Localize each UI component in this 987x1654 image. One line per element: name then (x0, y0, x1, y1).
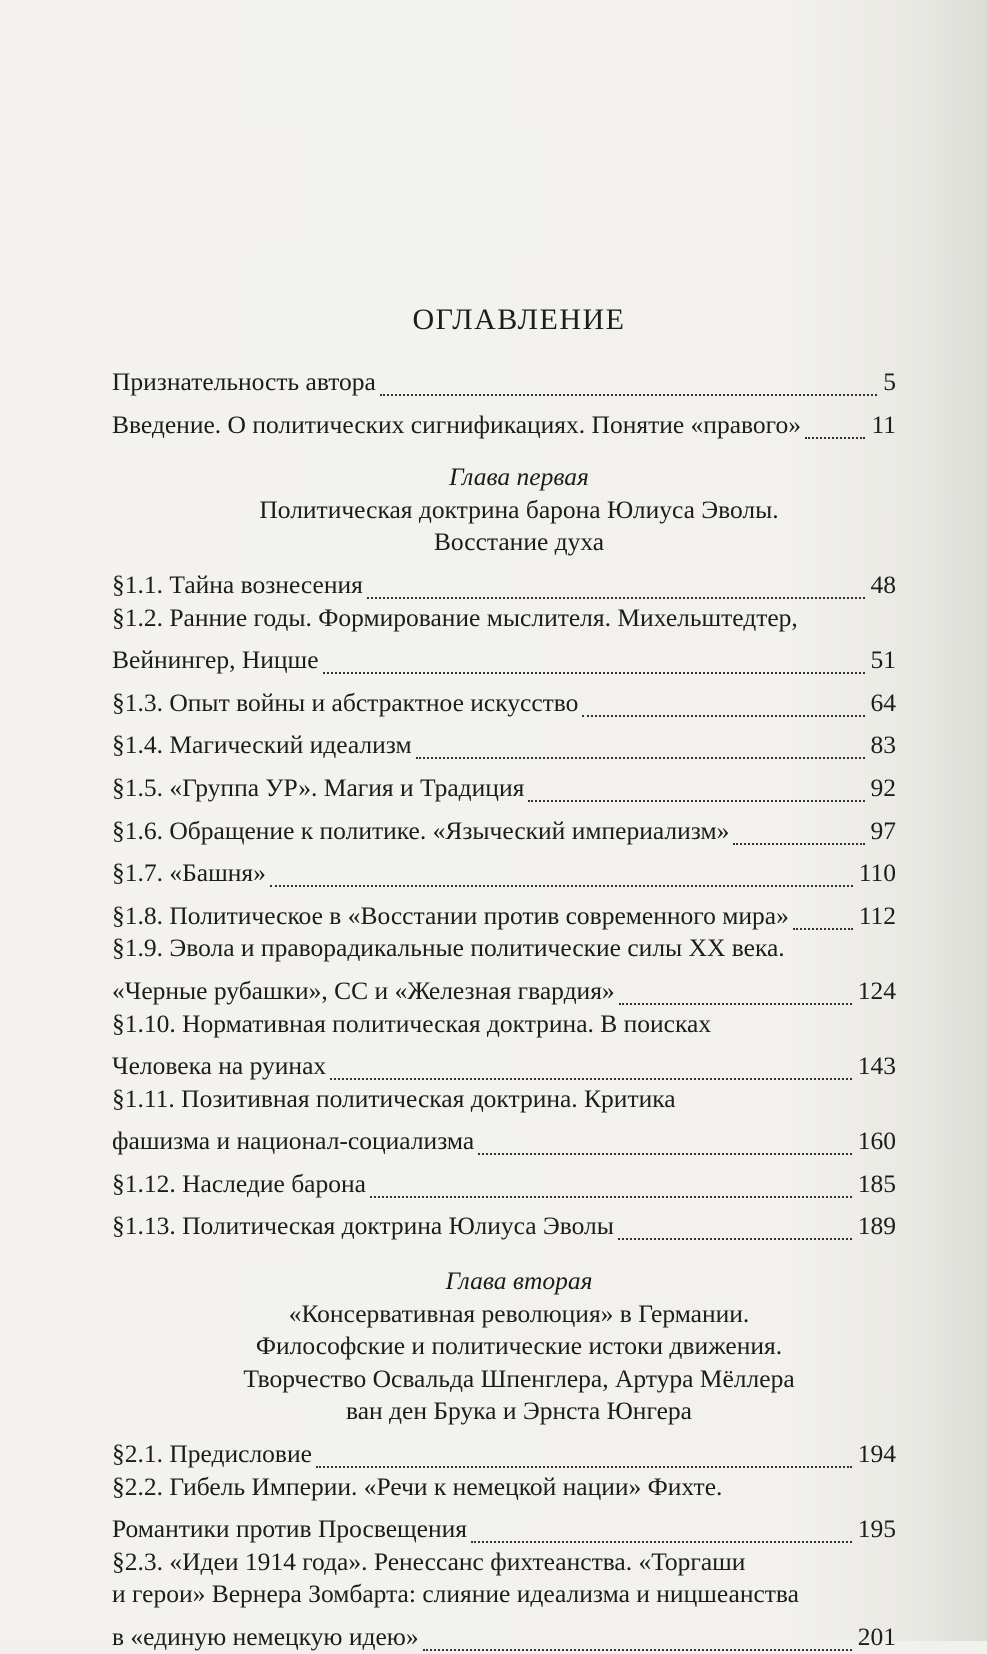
toc-entry-line (112, 762, 896, 805)
toc-entry-line (112, 847, 896, 890)
page-number: 11 (871, 409, 896, 439)
dot-leader (528, 768, 864, 802)
toc-entry-line (112, 1428, 896, 1471)
toc-entry-line (112, 805, 896, 848)
page-number: 185 (857, 1168, 896, 1198)
toc-entry-line (112, 1200, 896, 1243)
dot-leader (370, 1164, 852, 1198)
page-number: 110 (858, 858, 896, 888)
toc-entry (112, 1546, 896, 1654)
toc-entry-line (112, 1115, 896, 1158)
toc-entry-text: §1.4. Магический идеализм (112, 730, 412, 760)
toc-entry-line (112, 559, 896, 602)
page-title: ОГЛАВЛЕНИЕ (412, 303, 626, 336)
page-number: 97 (870, 815, 896, 845)
toc-entry-text: «Черные рубашки», СС и «Железная гвардия» (112, 975, 615, 1005)
toc-entry (112, 677, 896, 720)
page-number: 112 (858, 900, 896, 930)
dot-leader (471, 1509, 852, 1543)
toc-entry-line (112, 399, 896, 442)
dot-leader (423, 1617, 852, 1651)
chapter-title-line: Философские и политические истоки движения. (255, 1331, 783, 1361)
page-number: 124 (857, 975, 896, 1005)
toc-entry-line (112, 1503, 896, 1546)
toc-entry (112, 1158, 896, 1201)
page-number: 92 (870, 772, 896, 802)
toc-entry-text: §1.3. Опыт войны и абстрактное искусство (112, 687, 579, 717)
toc-entry-text: §1.5. «Группа УР». Магия и Традиция (112, 772, 525, 802)
page-number: 189 (857, 1211, 896, 1241)
dot-leader (323, 640, 865, 674)
toc-entry (112, 932, 896, 1007)
page-number: 5 (883, 367, 896, 396)
toc-entry (112, 847, 896, 890)
chapter-title-line: Политическая доктрина барона Юлиуса Эволы. (259, 494, 779, 524)
chapter-title-line: «Консервативная революция» в Германии. (288, 1298, 750, 1328)
page-number: 194 (857, 1439, 896, 1469)
toc-entry (112, 1200, 896, 1243)
toc-entry-text: Вейнингер, Ницше (112, 645, 319, 675)
toc-entry (112, 399, 896, 442)
toc-entry-line (112, 634, 896, 677)
toc-entry (112, 890, 896, 933)
dot-leader (793, 896, 853, 930)
toc-entry-text: фашизма и национал-социализма (112, 1126, 475, 1156)
dot-leader (367, 565, 865, 599)
chapter-label: Глава вторая (445, 1266, 593, 1296)
toc-entry (112, 805, 896, 848)
toc-entry-line (112, 356, 896, 399)
toc-entry (112, 1008, 896, 1083)
toc-entry-text: Введение. О политических сигнификациях. Понятие «правого» (112, 409, 801, 439)
dot-leader (805, 405, 865, 439)
toc-entry-line (112, 965, 896, 1008)
toc-entry (112, 1428, 896, 1471)
chapter-title-line: Восстание духа (433, 527, 605, 557)
toc-entry-text: Романтики против Просвещения (112, 1514, 468, 1544)
toc-entry (112, 719, 896, 762)
page-number: 195 (857, 1514, 896, 1544)
toc-entry-text: и герои» Вернера Зомбарта: слияние идеализма и ницшеанства (112, 1579, 799, 1609)
page-number: 160 (857, 1126, 896, 1156)
toc-entry-line (112, 719, 896, 762)
dot-leader (330, 1046, 852, 1080)
toc-entry (112, 762, 896, 805)
page-number: 64 (870, 687, 896, 717)
toc-entry-text: §1.6. Обращение к политике. «Языческий империализм» (112, 815, 730, 845)
dot-leader (733, 811, 864, 845)
toc-entry-text: §2.3. «Идеи 1914 года». Ренессанс фихтеанства. «Торгаши (112, 1546, 746, 1576)
toc-entry-line (112, 890, 896, 933)
dot-leader (619, 971, 852, 1005)
toc-entry-text: §1.10. Нормативная политическая доктрина. В поисках (112, 1008, 712, 1038)
page-number: 201 (857, 1622, 896, 1651)
toc-entry-text: §1.1. Тайна вознесения (112, 569, 363, 599)
toc-entry-text: §2.2. Гибель Империи. «Речи к немецкой нации» Фихте. (112, 1471, 723, 1501)
page-number: 51 (870, 645, 896, 675)
chapter-1-entries (112, 559, 896, 1243)
chapter-title-line: Творчество Освальда Шпенглера, Артура Мёллера (243, 1363, 795, 1393)
toc-entry-text: §1.12. Наследие барона (112, 1168, 366, 1198)
toc-entry-text: Человека на руинах (112, 1051, 327, 1081)
dot-leader (270, 853, 853, 887)
toc-entry (112, 602, 896, 677)
dot-leader (582, 683, 864, 717)
toc-entry-text: §2.1. Предисловие (112, 1439, 312, 1469)
dot-leader (416, 725, 865, 759)
page-number: 48 (870, 569, 896, 599)
toc-entry (112, 356, 896, 399)
chapter-2-heading (142, 1265, 896, 1428)
chapter-1-heading (142, 461, 896, 559)
dot-leader (380, 362, 877, 396)
toc-entry-text: §1.11. Позитивная политическая доктрина. Критика (112, 1083, 676, 1113)
toc-entry-text: Признательность автора (112, 367, 376, 396)
page-number: 83 (870, 730, 896, 760)
toc-entry-text: в «единую немецкую идею» (112, 1622, 419, 1651)
dot-leader (618, 1206, 852, 1240)
chapter-title-line: ван ден Брука и Эрнста Юнгера (346, 1396, 692, 1426)
toc-entry-line (112, 1611, 896, 1654)
page-number: 143 (857, 1051, 896, 1081)
dot-leader (478, 1121, 852, 1155)
toc-entry (112, 1083, 896, 1158)
toc-entry-line (112, 1158, 896, 1201)
chapter-2-entries (112, 1428, 896, 1654)
toc-entry-text: §1.8. Политическое в «Восстании против современного мира» (112, 900, 789, 930)
dot-leader (316, 1434, 852, 1468)
chapter-label: Глава первая (449, 462, 589, 492)
toc-entry (112, 559, 896, 602)
toc-entry-line (112, 1040, 896, 1083)
toc-entry-text: §1.7. «Башня» (112, 858, 266, 888)
front-matter-list (112, 356, 896, 441)
toc-entry-text: §1.2. Ранние годы. Формирование мыслителя. Михельштедтер, (112, 602, 798, 632)
toc-entry-text: §1.9. Эвола и праворадикальные политические силы XX века. (112, 933, 785, 963)
toc-entry-text: §1.13. Политическая доктрина Юлиуса Эволы (112, 1211, 614, 1241)
table-of-contents (112, 300, 896, 1654)
toc-entry (112, 1471, 896, 1546)
toc-entry-line (112, 677, 896, 720)
